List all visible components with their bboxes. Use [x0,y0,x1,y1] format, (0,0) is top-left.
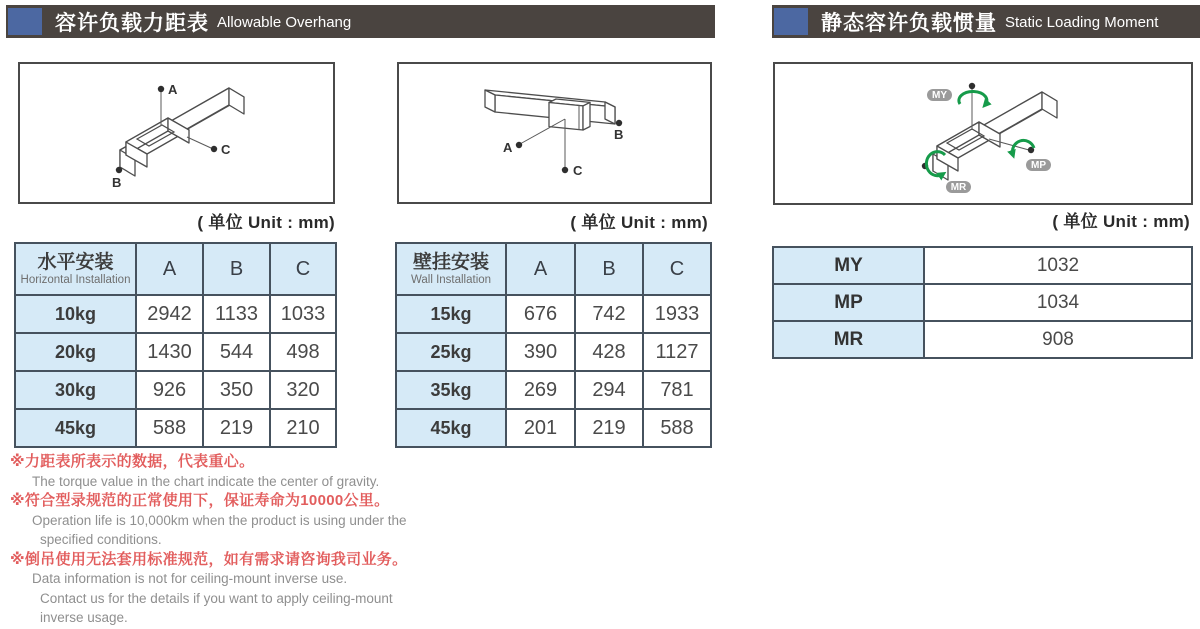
table-cell: 781 [643,371,711,409]
diagram-horizontal-installation [18,62,335,204]
column-header-a: A [136,243,203,295]
table-cell: 45kg [396,409,506,447]
point-a-label: A [168,82,178,97]
table-cell: 1032 [924,247,1192,284]
table-cell: 1033 [270,295,336,333]
table-row [773,247,1192,284]
table-title-zh: 壁挂安装 [412,251,489,273]
table-cell: 428 [575,333,643,371]
table-row [396,409,711,447]
table-cell: 2942 [136,295,203,333]
section-header-allowable-overhang [6,5,715,38]
note-line-en: Contact us for the details if you want to apply ceiling-mount [40,590,393,606]
note-line-en: specified conditions. [40,532,162,547]
table-cell: MP [773,284,924,321]
mp-badge-label: MP [1031,160,1046,171]
table-cell: 210 [270,409,336,447]
table-cell: 20kg [15,333,136,371]
table-cell: 35kg [396,371,506,409]
table-cell: MY [773,247,924,284]
table-cell: 1430 [136,333,203,371]
table-cell: 45kg [15,409,136,447]
column-header-b: B [575,243,643,295]
table-cell: 25kg [396,333,506,371]
table-row [15,409,336,447]
unit-label: ( 单位 Unit : mm) [570,213,708,232]
point-c-label: C [573,163,583,178]
point-b-label: B [614,127,624,142]
table-header-row [15,243,336,295]
section-header-static-loading-moment [772,5,1200,38]
horizontal-installation-table [14,242,337,448]
table-cell: 588 [136,409,203,447]
note-line-en: Data information is not for ceiling-mount inverse use. [32,571,348,586]
section-title-zh: 静态容许负载惯量 [821,11,997,35]
my-badge-label: MY [932,90,947,101]
note-line-zh: ※符合型录规范的正常使用下，保证寿命为10000公里。 [10,492,390,509]
table-row [396,371,711,409]
unit-label: ( 单位 Unit : mm) [197,213,335,232]
note-line-zh: ※力距表所表示的数据，代表重心。 [10,453,255,470]
table-header-row [396,243,711,295]
section-title-en: Static Loading Moment [1005,14,1159,31]
table-row [773,284,1192,321]
rail-moment-drawing [775,64,1191,203]
static-loading-moment-table [772,246,1193,359]
rail-isometric-drawing [20,64,333,202]
table-cell: 1127 [643,333,711,371]
section-title-zh: 容许负载力距表 [55,11,209,35]
table-row [396,295,711,333]
unit-label: ( 单位 Unit : mm) [1052,212,1190,231]
table-cell: 30kg [15,371,136,409]
note-line-zh: ※倒吊使用无法套用标准规范，如有需求请咨询我司业务。 [10,550,408,568]
table-cell: 1933 [643,295,711,333]
table-row [773,321,1192,358]
table-cell: 498 [270,333,336,371]
mr-badge-label: MR [950,182,967,193]
point-a-label: A [503,140,513,155]
table-cell: 201 [506,409,575,447]
diagram-wall-installation [397,62,712,204]
table-cell: 1133 [203,295,270,333]
point-c-label: C [221,142,231,157]
footnotes [10,452,650,628]
table-title-cell [396,243,506,295]
table-title-en: Horizontal Installation [20,273,131,286]
table-cell: 908 [924,321,1192,358]
table-row [15,333,336,371]
table-cell: 219 [203,409,270,447]
note-line-en: The torque value in the chart indicate the center of gravity. [32,473,380,489]
table-cell: 10kg [15,295,136,333]
table-cell: 544 [203,333,270,371]
note-line-en: Operation life is 10,000km when the product is using under the [32,512,407,528]
table-cell: 742 [575,295,643,333]
table-cell: 390 [506,333,575,371]
table-cell: 219 [575,409,643,447]
table-cell: 676 [506,295,575,333]
table-cell: 350 [203,371,270,409]
table-cell: MR [773,321,924,358]
accent-square-icon [774,8,808,35]
rail-side-drawing [399,64,710,202]
table-cell: 294 [575,371,643,409]
column-header-a: A [506,243,575,295]
table-row [15,295,336,333]
table-cell: 269 [506,371,575,409]
diagram-static-loading-moment [773,62,1193,205]
table-title-en: Wall Installation [410,273,492,286]
table-cell: 926 [136,371,203,409]
table-cell: 588 [643,409,711,447]
column-header-c: C [270,243,336,295]
table-title-zh: 水平安装 [37,251,114,273]
note-line-en: inverse usage. [40,610,128,625]
table-row [15,371,336,409]
column-header-b: B [203,243,270,295]
table-cell: 15kg [396,295,506,333]
point-b-label: B [112,175,122,190]
column-header-c: C [643,243,711,295]
table-cell: 320 [270,371,336,409]
wall-installation-table [395,242,712,448]
table-row [396,333,711,371]
section-title-en: Allowable Overhang [217,14,352,31]
table-title-cell [15,243,136,295]
accent-square-icon [8,8,42,35]
table-cell: 1034 [924,284,1192,321]
